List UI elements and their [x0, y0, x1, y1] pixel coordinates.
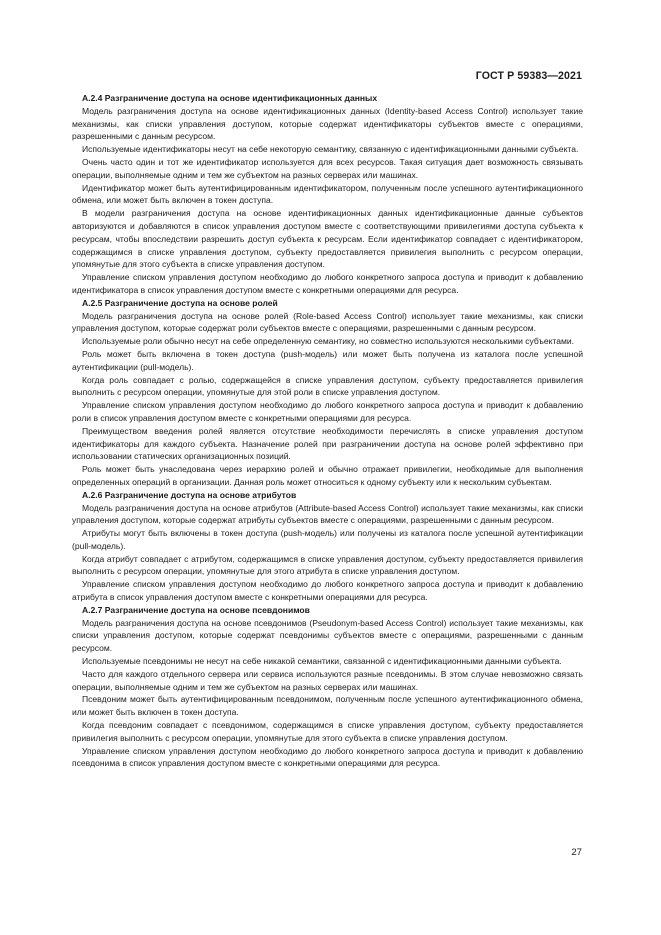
section-a-2-5 — [72, 297, 583, 489]
paragraph: Модель разграничения доступа на основе идентификационных данных (Identity-based Access Control) использует такие механизмы, как списки управления доступом, которые содержат идентификаторы субъектов вместе с операциями, разрешенными с данным ресурсом. — [72, 105, 583, 142]
paragraph: Модель разграничения доступа на основе ролей (Role-based Access Control) использует такие механизмы, как списки управления доступом, которые содержат роли субъектов вместе с операциями, разрешенными с данным ресурсом. — [72, 310, 583, 334]
paragraph: Используемые псевдонимы не несут на себе никакой семантики, связанной с идентификационными данными субъекта. — [82, 656, 562, 667]
paragraph: Управление списком управления доступом необходимо до любого конкретного запроса доступа и приводит к добавлению идентификатора в список управления доступом вместе с конкретными операциями для ресурса. — [72, 272, 583, 295]
paragraph: Атрибуты могут быть включены в токен доступа (push-модель) или получены из каталога после успешной аутентификации (pull-модель). — [72, 528, 583, 551]
paragraph: Управление списком управления доступом необходимо до любого конкретного запроса доступа и приводит к добавлению роли в список управления доступом вместе с конкретными операциями для ресурса. — [72, 400, 583, 423]
section-heading: А.2.7 Разграничение доступа на основе псевдонимов — [82, 604, 310, 615]
paragraph: Идентификатор может быть аутентифицированным идентификатором, полученным после успешного аутентификационного обмена, или может быть включен в токен доступа. — [72, 182, 583, 206]
paragraph: Роль может быть включена в токен доступа (push-модель) или может быть получена из каталога после успешной аутентификации (pull-модель). — [72, 348, 583, 372]
body-text — [72, 92, 583, 770]
paragraph: Модель разграничения доступа на основе псевдонимов (Pseudonym-based Access Control) использует такие механизмы, как списки управления доступом, которые содержат псевдонимы субъектов вместе с операциями, разрешенными с данным ресурсом. — [72, 617, 583, 654]
page-number: 27 — [571, 847, 582, 858]
paragraph: Управление списком управления доступом необходимо до любого конкретного запроса доступа и приводит к добавлению псевдонима в список управления доступом вместе с конкретными операциями для ресурса. — [72, 745, 583, 769]
paragraph: В модели разграничения доступа на основе идентификационных данных идентификационные данные субъектов авторизуются и добавляются в список управления доступом вместе с соответствующими привилегиями доступа субъекта к ресурсам, чтобы впоследствии разрешить доступ субъекта к ресурсам. Если идентификатор совпадает с идентификатором, содержащимся в списке управления доступом, субъекту предоставляется привилегия выполнить с ресурсом операции, упомянутые для этого субъекта в списке управления доступом. — [72, 208, 583, 270]
paragraph: Роль может быть унаследована через иерархию ролей и обычно отражает привилегии, необходимые для выполнения определенных операций в организации. Данная роль может относиться к одному субъекту или к нескольким субъектам. — [72, 464, 583, 487]
section-a-2-4 — [72, 92, 583, 297]
section-heading: А.2.5 Разграничение доступа на основе ролей — [82, 297, 278, 308]
section-a-2-7 — [72, 604, 583, 770]
paragraph: Управление списком управления доступом необходимо до любого конкретного запроса доступа и приводит к добавлению атрибута в список управления доступом вместе с конкретными операциями для ресурса. — [72, 579, 583, 603]
paragraph: Модель разграничения доступа на основе атрибутов (Attribute-based Access Control) использует такие механизмы, как списки управления доступом, которые содержат атрибуты субъектов вместе с операциями, разрешенными с данным ресурсом. — [72, 502, 583, 526]
paragraph: Используемые идентификаторы несут на себе некоторую семантику, связанную с идентификационными данными субъекта. — [82, 144, 579, 155]
paragraph: Когда роль совпадает с ролью, содержащейся в списке управления доступом, субъекту предоставляется привилегия выполнить с ресурсом операции, упомянутые для этой роли в списке управления доступом. — [72, 374, 583, 398]
paragraph: Псевдоним может быть аутентифицированным псевдонимом, полученным после успешного аутентификационного обмена, или может быть включен в токен доступа. — [72, 694, 583, 718]
section-heading: А.2.6 Разграничение доступа на основе атрибутов — [82, 489, 297, 500]
paragraph: Используемые роли обычно несут на себе определенную семантику, но совместно используются несколькими субъектами. — [82, 336, 575, 347]
paragraph: Преимуществом введения ролей является отсутствие необходимости перечислять в списке управления доступом идентификаторы для каждого субъекта. Назначение ролей при разграничении доступа на основе ролей эффективно при использовании статических организационных позиций. — [72, 425, 583, 462]
paragraph: Когда атрибут совпадает с атрибутом, содержащимся в списке управления доступом, субъекту предоставляется привилегия выполнить с ресурсом операции, упомянутые для этого атрибута в списке управления доступом. — [72, 553, 583, 577]
paragraph: Часто для каждого отдельного сервера или сервиса используются разные псевдонимы. В этом случае невозможно связать операции, выполняемые одним и тем же субъектом на разных серверах или машинах. — [72, 668, 583, 692]
paragraph: Очень часто один и тот же идентификатор используется для всех ресурсов. Такая ситуация дает возможность связывать операции, выполняемые одним и тем же субъектом на разных серверах или машинах. — [72, 156, 583, 180]
section-a-2-6 — [72, 489, 583, 604]
document-code: ГОСТ Р 59383—2021 — [475, 70, 582, 82]
section-heading: А.2.4 Разграничение доступа на основе идентификационных данных — [82, 93, 378, 103]
paragraph: Когда псевдоним совпадает с псевдонимом, содержащимся в списке управления доступом, субъекту предоставляется привилегия выполнить с ресурсом операции, упомянутые для этого субъекта в списке управления доступом. — [72, 720, 583, 743]
